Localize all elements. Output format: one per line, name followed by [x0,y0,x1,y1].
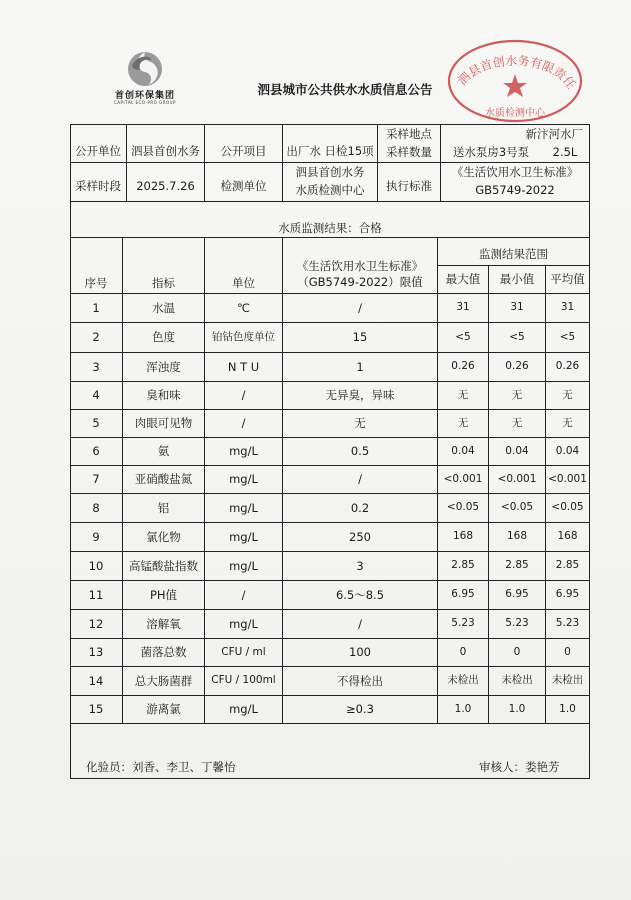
row-max: 0.26 [451,360,475,373]
row-max: 6.95 [451,588,475,601]
row-limit: / [358,472,362,487]
row-min: 未检出 [501,674,533,687]
seal-subtext: 水质检测中心 [485,108,545,119]
row-avg: <0.001 [548,472,587,485]
row-avg: 2.85 [555,559,580,572]
row-no: 11 [88,587,104,602]
row-avg: 6.95 [555,588,580,601]
row-no: 4 [92,388,100,403]
row-indicator: 亚硝酸盐氮 [134,472,193,487]
col-avg: 平均值 [550,272,585,287]
row-limit: 15 [352,330,368,345]
sample-date: 2025.7.26 [136,179,195,194]
row-limit: / [358,616,362,631]
logo-icon [122,50,168,88]
standard-line1: 《生活饮用水卫生标准》 [451,165,579,180]
public-unit: 泗县首创水务 [131,143,200,158]
row-unit: mg/L [229,702,258,717]
row-min: <5 [509,330,525,343]
row-min: 2.85 [505,559,529,572]
row-avg: 168 [557,530,578,543]
row-limit: 1 [356,359,364,374]
row-min: 0 [513,645,521,658]
row-unit: / [241,587,246,602]
row-unit: / [241,416,246,431]
label-sample-date: 采样时段 [75,179,121,194]
row-limit: 不得检出 [337,673,383,688]
row-limit: 无 [354,416,366,431]
row-avg: 无 [562,416,573,429]
row-max: 未检出 [447,674,479,687]
row-indicator: 铝 [157,500,170,515]
row-indicator: PH值 [149,587,178,602]
reviewer: 审核人：娄艳芳 [479,760,560,774]
row-unit: mg/L [229,616,258,631]
row-unit: ℃ [237,300,250,315]
row-avg: 5.23 [555,617,580,630]
col-limit-line1: 《生活饮用水卫生标准》 [296,259,424,274]
row-indicator: 高锰酸盐指数 [129,558,198,573]
seal-text: 泗县首创水务有限责任 [455,53,579,92]
row-indicator: 浑浊度 [146,359,181,374]
label-sample-site: 采样地点 [386,126,432,141]
row-limit: 100 [349,645,371,660]
row-no: 9 [92,529,100,544]
sample-site-detail: 送水泵房3号泵 [452,144,530,159]
label-public-unit: 公开单位 [75,143,121,158]
lab-line2: 水质检测中心 [295,183,365,198]
row-max: 168 [452,530,474,543]
row-avg: 0.26 [555,360,580,373]
row-unit: mg/L [229,558,258,573]
row-unit: mg/L [229,500,258,515]
label-public-item: 公开项目 [220,143,267,158]
row-indicator: 总大肠菌群 [134,673,193,688]
row-min: 31 [510,301,524,314]
row-avg: 0 [564,645,571,658]
row-limit: / [358,300,362,315]
row-no: 8 [92,500,100,515]
row-min: <0.001 [497,472,537,485]
public-item: 出厂水 日检15项 [286,143,374,158]
row-unit: N T U [227,359,260,374]
row-min: 168 [506,530,528,543]
row-no: 10 [88,558,104,573]
row-min: 无 [511,416,523,429]
row-max: 0.04 [451,444,475,457]
row-limit: 250 [349,529,371,544]
col-limit-line2: （GB5749-2022）限值 [297,275,423,290]
row-indicator: 氯化物 [146,529,181,544]
row-unit: 铂钴色度单位 [212,330,275,343]
row-min: 0.26 [505,360,529,373]
row-unit: CFU / 100ml [211,674,276,687]
testers: 化验员：刘香、李卫、丁馨怡 [86,760,236,774]
row-min: 5.23 [505,617,529,630]
row-limit: 0.5 [350,444,370,459]
row-unit: / [241,388,246,403]
row-indicator: 水温 [152,300,175,315]
row-indicator: 溶解氧 [146,616,181,631]
row-unit: mg/L [229,529,258,544]
row-min: 1.0 [508,702,526,715]
seal-star-icon [503,74,527,97]
row-no: 15 [88,702,104,717]
col-unit: 单位 [232,275,255,290]
page-title: 泗县城市公共供水水质信息公告 [257,82,433,97]
col-min: 最小值 [499,272,535,287]
row-no: 12 [88,616,104,631]
row-indicator: 肉眼可见物 [134,416,193,431]
standard-line2: GB5749-2022 [475,183,555,198]
row-no: 6 [92,444,100,459]
row-min: 无 [511,388,523,401]
row-indicator: 游离氯 [146,702,181,717]
row-indicator: 色度 [152,330,175,345]
row-max: 2.85 [451,559,475,572]
row-max: <0.05 [446,501,480,514]
official-seal [440,36,590,131]
row-indicator: 臭和味 [146,388,181,403]
row-unit: mg/L [229,472,258,487]
row-max: 5.23 [451,617,475,630]
col-range: 监测结果范围 [479,246,548,261]
label-standard: 执行标准 [386,179,432,194]
row-limit: 6.5～8.5 [335,587,385,602]
row-indicator: 氨 [157,444,170,459]
sample-qty: 2.5L [552,144,578,159]
row-no: 14 [88,673,104,688]
row-limit: 3 [356,558,364,573]
row-limit: 0.2 [350,500,370,515]
logo-name: 首创环保集团 [114,91,175,101]
lab-line1: 泗县首创水务 [295,165,365,180]
row-min: <0.05 [500,501,534,514]
row-limit: 无异臭，异味 [325,388,395,403]
row-min: 6.95 [505,588,529,601]
row-avg: 0.04 [555,444,580,457]
row-no: 13 [88,645,104,660]
row-max: 31 [456,301,470,314]
row-max: 1.0 [454,702,472,715]
label-sample-qty: 采样数量 [386,144,432,159]
row-no: 5 [92,416,100,431]
row-no: 7 [92,472,100,487]
row-avg: <5 [559,330,576,343]
row-max: 无 [457,416,469,429]
result-summary: 水质监测结果：合格 [278,221,382,236]
row-no: 2 [92,330,100,345]
col-indicator: 指标 [152,275,175,290]
col-no: 序号 [84,275,108,290]
row-indicator: 菌落总数 [140,645,187,660]
row-avg: 无 [562,388,573,401]
col-max: 最大值 [445,272,481,287]
row-unit: mg/L [229,444,258,459]
logo-english: CAPITAL ECO-PRO GROUP [114,100,176,105]
row-unit: CFU / ml [221,645,266,658]
row-max: 无 [457,388,469,401]
row-avg: 未检出 [551,674,584,687]
row-max: 0 [459,645,467,658]
row-min: 0.04 [505,444,529,457]
row-avg: 1.0 [559,702,576,715]
row-max: <0.001 [443,472,483,485]
row-max: <5 [455,330,471,343]
sample-site: 新汴河水厂 [525,126,583,141]
row-avg: <0.05 [551,501,584,514]
row-limit: ≥0.3 [346,702,374,717]
label-lab: 检测单位 [220,179,267,194]
row-no: 3 [92,359,100,374]
row-avg: 31 [560,301,575,314]
row-no: 1 [92,300,100,315]
company-logo [100,50,190,106]
